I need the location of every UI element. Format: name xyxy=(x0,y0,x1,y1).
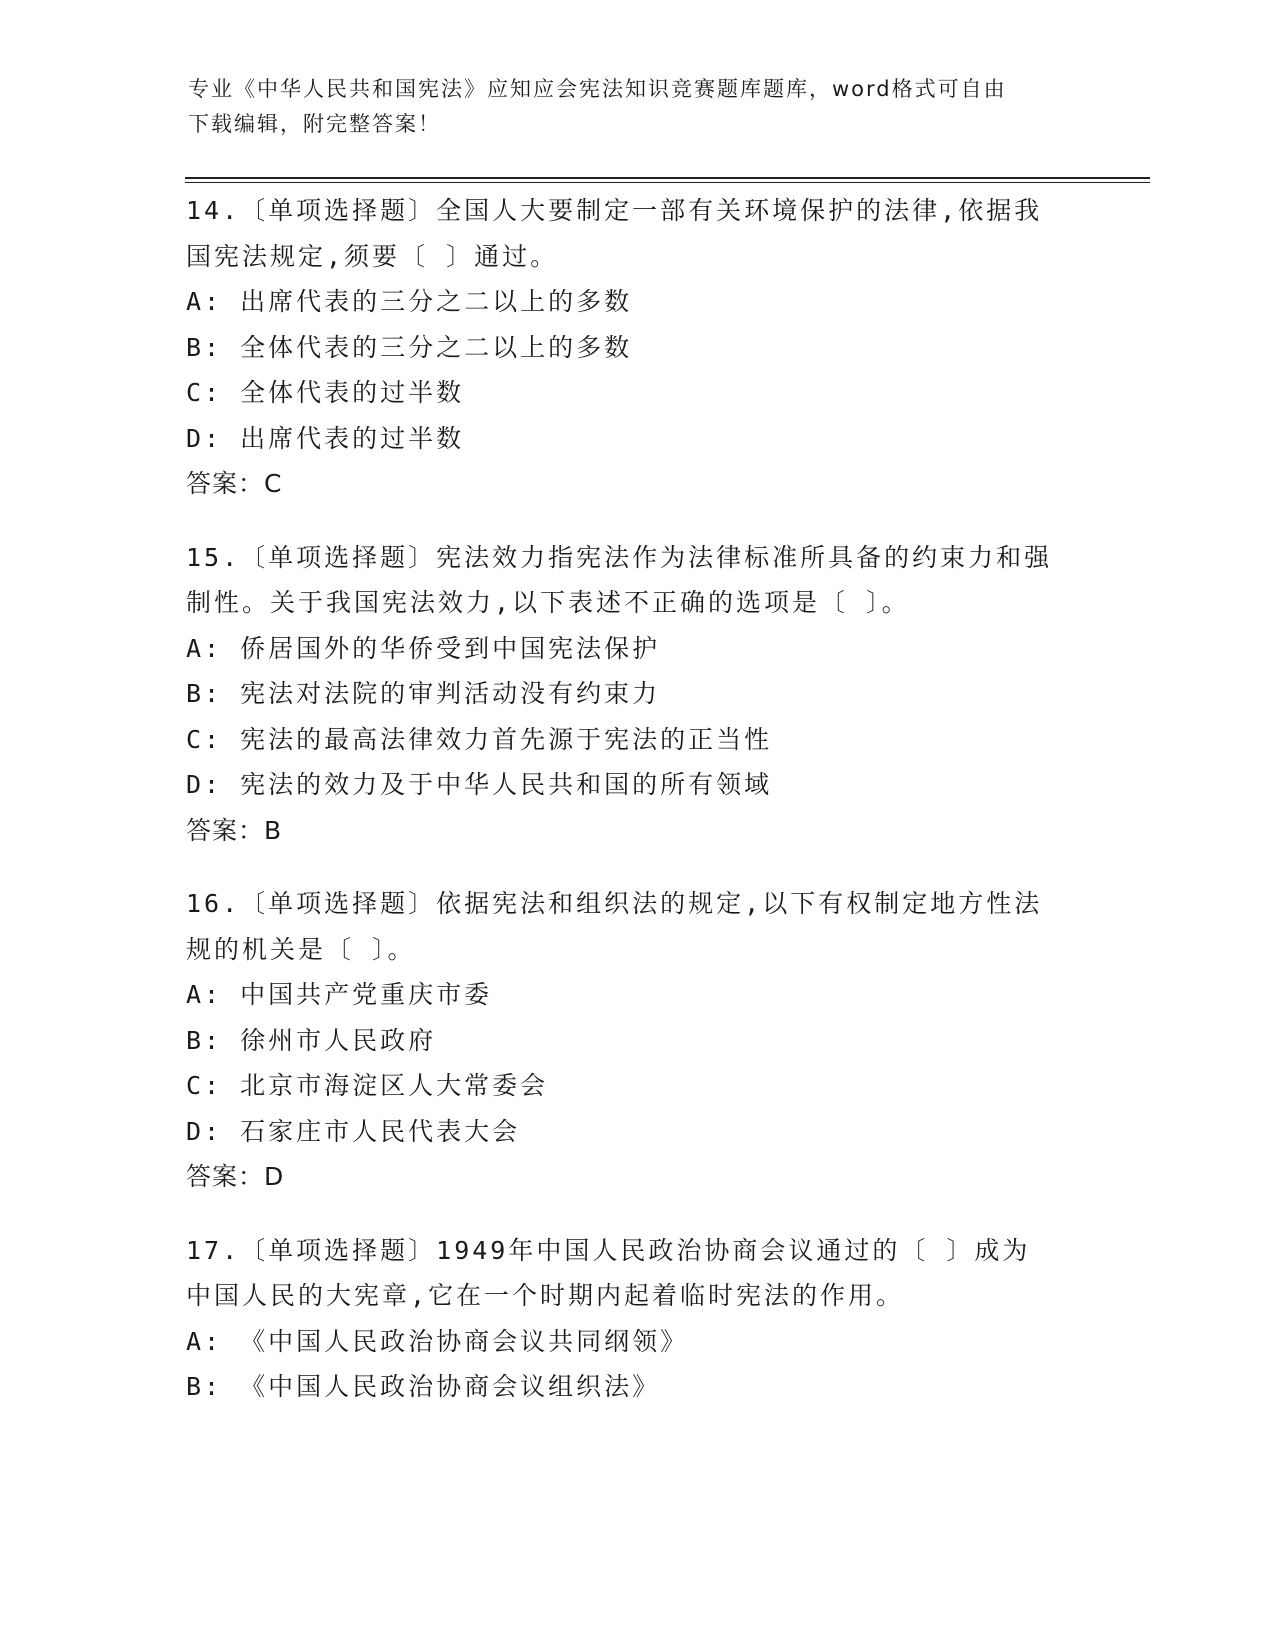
option-c: C: 北京市海淀区人大常委会 xyxy=(186,1071,549,1100)
question-15 xyxy=(186,535,1086,854)
option-d: D: 石家庄市人民代表大会 xyxy=(186,1116,521,1146)
question-text-line-1: 15.〔单项选择题〕宪法效力指宪法作为法律标准所具备的约束力和强 xyxy=(186,542,1053,572)
option-a: A: 侨居国外的华侨受到中国宪法保护 xyxy=(186,633,661,663)
question-text-line-1: 16.〔单项选择题〕依据宪法和组织法的规定,以下有权制定地方性法 xyxy=(186,889,1043,918)
question-text-line-1: 17.〔单项选择题〕1949年中国人民政治协商会议通过的〔 〕成为 xyxy=(186,1235,1031,1265)
header-divider-thick xyxy=(185,177,1150,179)
question-16 xyxy=(186,881,1086,1200)
document-header xyxy=(188,72,1068,142)
answer: 答案：D xyxy=(186,1162,285,1191)
option-b: B: 宪法对法院的审判活动没有约束力 xyxy=(186,679,661,708)
option-a: A: 《中国人民政治协商会议共同纲领》 xyxy=(186,1326,689,1356)
question-text-line-2: 制性。关于我国宪法效力,以下表述不正确的选项是〔 〕。 xyxy=(186,588,910,617)
question-text-line-2: 中国人民的大宪章,它在一个时期内起着临时宪法的作用。 xyxy=(186,1281,905,1310)
question-text-line-2: 国宪法规定,须要〔 〕通过。 xyxy=(186,241,559,271)
option-c: C: 全体代表的过半数 xyxy=(186,378,465,407)
option-b: B: 《中国人民政治协商会议组织法》 xyxy=(186,1372,661,1401)
question-list xyxy=(186,188,1086,1438)
answer: 答案：B xyxy=(186,815,283,845)
option-a: A: 中国共产党重庆市委 xyxy=(186,980,493,1009)
header-divider-thin xyxy=(185,182,1150,183)
answer: 答案：C xyxy=(186,469,283,498)
header-line-2: 下载编辑，附完整答案！ xyxy=(188,112,441,136)
option-c: C: 宪法的最高法律效力首先源于宪法的正当性 xyxy=(186,724,773,754)
option-b: B: 全体代表的三分之二以上的多数 xyxy=(186,332,633,362)
option-d: D: 宪法的效力及于中华人民共和国的所有领域 xyxy=(186,770,773,799)
option-a: A: 出席代表的三分之二以上的多数 xyxy=(186,287,633,316)
question-text-line-2: 规的机关是〔 〕。 xyxy=(186,934,416,964)
question-17 xyxy=(186,1228,1086,1410)
question-text-line-1: 14.〔单项选择题〕全国人大要制定一部有关环境保护的法律,依据我 xyxy=(186,196,1043,225)
question-14 xyxy=(186,188,1086,507)
option-d: D: 出席代表的过半数 xyxy=(186,423,465,453)
header-line-1: 专业《中华人民共和国宪法》应知应会宪法知识竞赛题库题库，word格式可自由 xyxy=(188,77,1007,101)
option-b: B: 徐州市人民政府 xyxy=(186,1025,437,1055)
